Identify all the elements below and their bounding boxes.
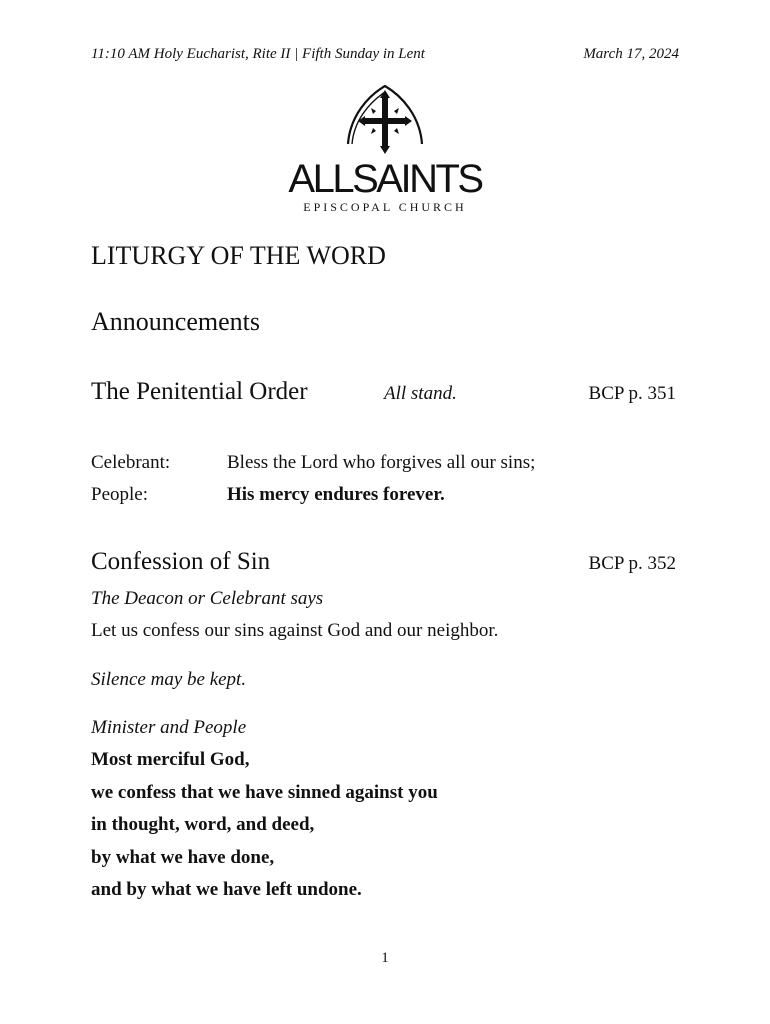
rubric-silence: Silence may be kept.	[91, 669, 247, 690]
penitential-page-ref: BCP p. 351	[588, 383, 676, 404]
logo-subtitle: EPISCOPAL CHURCH	[303, 200, 467, 214]
dialogue-speaker: People:	[91, 484, 148, 505]
dialogue-text: Bless the Lord who forgives all our sins;	[227, 452, 536, 473]
confession-page-ref: BCP p. 352	[588, 553, 676, 574]
prayer-line: in thought, word, and deed,	[91, 814, 315, 835]
prayer-line: we confess that we have sinned against you	[91, 782, 438, 803]
section-title: LITURGY OF THE WORD	[91, 241, 386, 270]
service-date: March 17, 2024	[583, 46, 679, 62]
dialogue-speaker: Celebrant:	[91, 452, 171, 473]
prayer-line: Most merciful God,	[91, 749, 250, 770]
church-logo	[278, 80, 492, 214]
prayer-line: by what we have done,	[91, 847, 275, 868]
page-number: 1	[381, 950, 389, 966]
prayer-line: and by what we have left undone.	[91, 879, 362, 900]
logo-wordmark: ALLSAINTS	[288, 157, 482, 201]
dialogue-response: His mercy endures forever.	[227, 484, 445, 505]
announcements-heading: Announcements	[91, 307, 260, 336]
confession-heading: Confession of Sin	[91, 548, 271, 575]
rubric-deacon: The Deacon or Celebrant says	[91, 588, 324, 609]
penitential-heading: The Penitential Order	[91, 378, 308, 405]
cross-arch-icon	[278, 80, 492, 214]
service-title: 11:10 AM Holy Eucharist, Rite II | Fifth Sunday in Lent	[91, 46, 425, 62]
penitential-rubric: All stand.	[384, 383, 457, 404]
rubric-minister: Minister and People	[91, 717, 247, 738]
confession-invitation: Let us confess our sins against God and our neighbor.	[91, 620, 499, 641]
